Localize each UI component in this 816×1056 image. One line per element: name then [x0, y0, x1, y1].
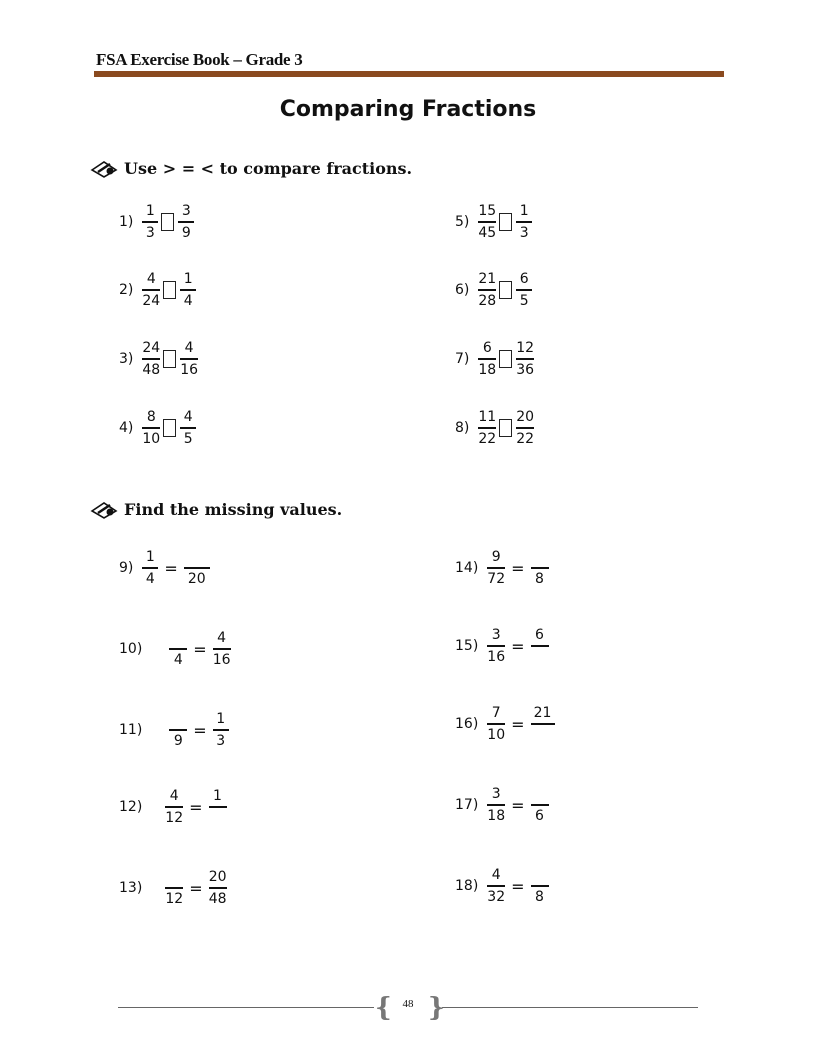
- fraction-right: [515, 340, 535, 378]
- missing-item-16: [455, 705, 556, 743]
- compare-item-3: [119, 340, 199, 378]
- numerator: 1: [183, 271, 193, 287]
- numerator: 3: [491, 627, 501, 643]
- numerator: 1: [213, 788, 222, 804]
- fraction-right: [530, 627, 550, 665]
- instruction-text: Find the missing values.: [124, 499, 343, 519]
- equals-sign: =: [511, 558, 525, 578]
- header-title: FSA Exercise Book – Grade 3: [96, 50, 303, 69]
- fraction-left: [486, 867, 506, 905]
- section2-instruction: [90, 499, 342, 519]
- fraction-right: [179, 271, 197, 309]
- page-number: 48: [402, 998, 414, 1010]
- item-number: 6): [455, 282, 470, 298]
- numerator: 4: [146, 271, 156, 287]
- fraction-right: [179, 340, 199, 378]
- numerator: 4: [183, 409, 193, 425]
- footer-bracket-right: }: [428, 993, 445, 1023]
- answer-box[interactable]: [161, 213, 174, 231]
- fraction-left: [477, 271, 497, 309]
- fraction-right: [179, 409, 197, 447]
- item-number: 1): [119, 214, 134, 230]
- missing-item-11: [119, 711, 230, 749]
- numerator: 1: [145, 203, 155, 219]
- numerator: 12: [516, 340, 535, 356]
- equals-sign: =: [511, 636, 525, 656]
- section1-instruction: [90, 158, 412, 178]
- missing-item-14: [455, 549, 550, 587]
- item-number: 12): [119, 799, 143, 815]
- fraction-left: [486, 549, 506, 587]
- denominator: 16: [180, 362, 199, 378]
- numerator: 4: [169, 788, 179, 804]
- answer-box[interactable]: [163, 350, 176, 368]
- footer-rule-left: [118, 1007, 374, 1008]
- equals-sign: =: [193, 639, 207, 659]
- numerator: 6: [535, 627, 544, 643]
- answer-box[interactable]: [499, 419, 512, 437]
- answer-box[interactable]: [499, 213, 512, 231]
- numerator: 8: [146, 409, 156, 425]
- denominator: 8: [535, 889, 544, 905]
- numerator: 1: [145, 549, 155, 565]
- fraction-right: [530, 786, 550, 824]
- fraction-left: [141, 340, 161, 378]
- fraction-left: [168, 711, 188, 749]
- fraction-left: [141, 409, 161, 447]
- numerator: 15: [478, 203, 497, 219]
- compare-item-7: [455, 340, 535, 378]
- equals-sign: =: [189, 797, 203, 817]
- item-number: 7): [455, 351, 470, 367]
- item-number: 13): [119, 880, 143, 896]
- numerator: 4: [184, 340, 194, 356]
- numerator: 11: [478, 409, 497, 425]
- missing-item-9: [119, 549, 211, 587]
- compare-item-5: [455, 203, 533, 241]
- compare-item-1: [119, 203, 195, 241]
- numerator: 1: [519, 203, 529, 219]
- equals-sign: =: [511, 876, 525, 896]
- item-number: 9): [119, 560, 134, 576]
- answer-box[interactable]: [499, 281, 512, 299]
- denominator: 12: [165, 810, 184, 826]
- pencil-paper-icon: [90, 158, 118, 178]
- numerator: 6: [519, 271, 529, 287]
- numerator: 7: [491, 705, 501, 721]
- numerator: 21: [478, 271, 497, 287]
- missing-item-15: [455, 627, 550, 665]
- fraction-left: [486, 705, 506, 743]
- fraction-right: [208, 788, 228, 826]
- item-number: 2): [119, 282, 134, 298]
- numerator: 1: [216, 711, 226, 727]
- numerator: 6: [482, 340, 492, 356]
- item-number: 18): [455, 878, 479, 894]
- denominator: 20: [187, 571, 206, 587]
- denominator: 9: [173, 733, 183, 749]
- fraction-left: [477, 203, 497, 241]
- denominator: 72: [487, 571, 506, 587]
- denominator: 3: [145, 225, 155, 241]
- numerator: 3: [181, 203, 191, 219]
- fraction-right: [515, 271, 533, 309]
- missing-item-18: [455, 867, 550, 905]
- denominator: 32: [487, 889, 506, 905]
- denominator: 36: [516, 362, 535, 378]
- numerator: 4: [491, 867, 501, 883]
- numerator: 9: [491, 549, 501, 565]
- fraction-right: [515, 409, 535, 447]
- numerator: 24: [142, 340, 161, 356]
- compare-item-6: [455, 271, 533, 309]
- missing-item-12: [119, 788, 228, 826]
- denominator: 22: [478, 431, 497, 447]
- denominator: 4: [183, 293, 193, 309]
- fraction-left: [164, 788, 184, 826]
- item-number: 15): [455, 638, 479, 654]
- compare-item-2: [119, 271, 197, 309]
- fraction-right: [212, 711, 230, 749]
- denominator: 22: [516, 431, 535, 447]
- denominator: 48: [208, 891, 227, 907]
- denominator: 10: [487, 727, 506, 743]
- denominator: 28: [478, 293, 497, 309]
- denominator: 45: [478, 225, 497, 241]
- numerator: 20: [516, 409, 535, 425]
- item-number: 4): [119, 420, 134, 436]
- numerator: 20: [208, 869, 227, 885]
- numerator: 4: [217, 630, 227, 646]
- header-rule: [94, 71, 724, 77]
- fraction-right: [530, 549, 550, 587]
- answer-box[interactable]: [163, 281, 176, 299]
- denominator: 12: [165, 891, 184, 907]
- item-number: 14): [455, 560, 479, 576]
- item-number: 10): [119, 641, 143, 657]
- denominator: 5: [183, 431, 193, 447]
- item-number: 5): [455, 214, 470, 230]
- missing-item-10: [119, 630, 232, 668]
- denominator: 16: [212, 652, 231, 668]
- fraction-left: [141, 549, 159, 587]
- fraction-right: [177, 203, 195, 241]
- equals-sign: =: [164, 558, 178, 578]
- item-number: 11): [119, 722, 143, 738]
- missing-item-17: [455, 786, 550, 824]
- equals-sign: =: [189, 878, 203, 898]
- fraction-right: [530, 705, 556, 743]
- denominator: 4: [145, 571, 155, 587]
- footer-bracket-left: {: [375, 993, 392, 1023]
- fraction-left: [164, 869, 184, 907]
- page-title: Comparing Fractions: [279, 97, 537, 122]
- numerator: 3: [491, 786, 501, 802]
- denominator: 24: [142, 293, 161, 309]
- denominator: 8: [535, 571, 544, 587]
- fraction-left: [486, 627, 506, 665]
- denominator: 18: [487, 808, 506, 824]
- equals-sign: =: [193, 720, 207, 740]
- equals-sign: =: [511, 714, 525, 734]
- item-number: 17): [455, 797, 479, 813]
- fraction-left: [141, 203, 159, 241]
- denominator: 6: [535, 808, 544, 824]
- fraction-right: [212, 630, 232, 668]
- fraction-left: [168, 630, 188, 668]
- item-number: 8): [455, 420, 470, 436]
- denominator: 48: [142, 362, 161, 378]
- fraction-right: [530, 867, 550, 905]
- denominator: 18: [478, 362, 497, 378]
- denominator: 3: [519, 225, 529, 241]
- denominator: 16: [487, 649, 506, 665]
- fraction-right: [208, 869, 228, 907]
- compare-item-4: [119, 409, 197, 447]
- footer-rule-right: [442, 1007, 698, 1008]
- fraction-right: [515, 203, 533, 241]
- item-number: 3): [119, 351, 134, 367]
- denominator: 4: [173, 652, 183, 668]
- numerator: 21: [533, 705, 552, 721]
- missing-item-13: [119, 869, 228, 907]
- pencil-paper-icon: [90, 499, 118, 519]
- item-number: 16): [455, 716, 479, 732]
- denominator: 3: [216, 733, 226, 749]
- instruction-text: Use > = < to compare fractions.: [124, 158, 413, 178]
- fraction-left: [477, 409, 497, 447]
- fraction-left: [141, 271, 161, 309]
- equals-sign: =: [511, 795, 525, 815]
- fraction-left: [486, 786, 506, 824]
- answer-box[interactable]: [163, 419, 176, 437]
- denominator: 5: [519, 293, 529, 309]
- denominator: 9: [181, 225, 191, 241]
- fraction-right: [183, 549, 211, 587]
- fraction-left: [477, 340, 497, 378]
- compare-item-8: [455, 409, 535, 447]
- answer-box[interactable]: [499, 350, 512, 368]
- denominator: 10: [142, 431, 161, 447]
